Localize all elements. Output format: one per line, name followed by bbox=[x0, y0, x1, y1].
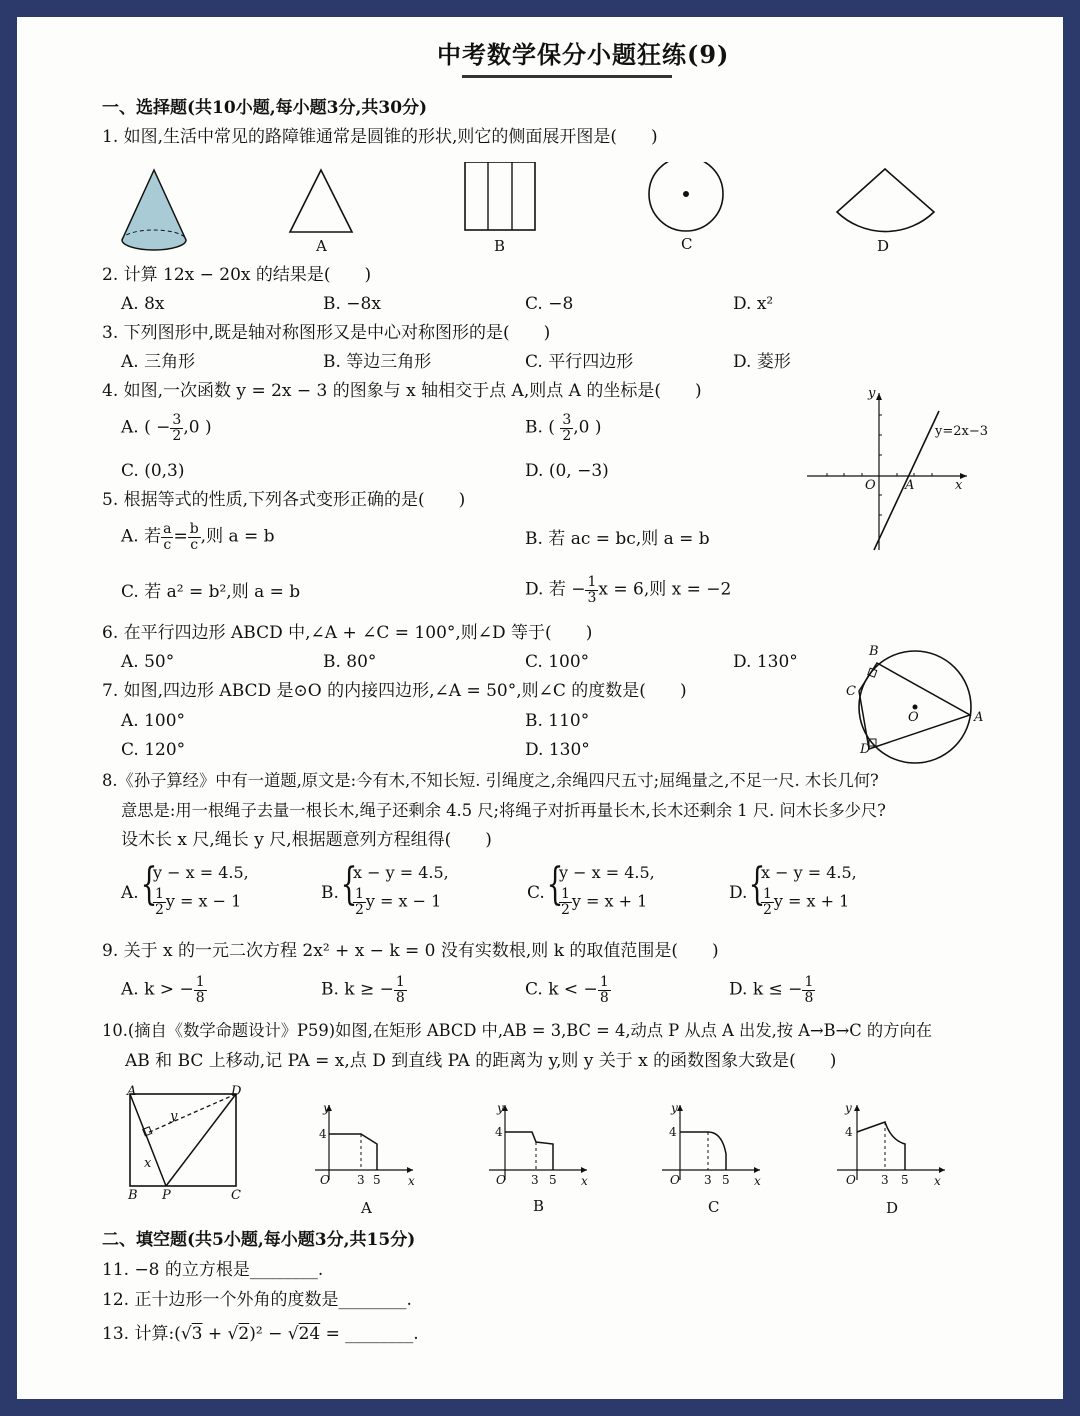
q3-option-b[interactable]: B. 等边三角形 bbox=[323, 352, 432, 372]
q10-gd-y: y bbox=[845, 1101, 852, 1115]
q6-option-d[interactable]: D. 130° bbox=[733, 652, 798, 672]
q1-label-c: C bbox=[681, 235, 693, 253]
q4-option-a[interactable]: A. ( − $\frac{3}{2}$ ,0 ) bbox=[121, 412, 212, 444]
q4-graph bbox=[802, 385, 992, 555]
q6-option-c[interactable]: C. 100° bbox=[525, 652, 590, 672]
q9-option-c[interactable]: C. k < − $\frac{1}{8}$ bbox=[525, 974, 609, 1006]
q3-option-d[interactable]: D. 菱形 bbox=[733, 352, 791, 372]
q10-gc-y: y bbox=[671, 1101, 678, 1115]
question-8-line-2: 意思是:用一根绳子去量一根长木,绳子还剩余 4.5 尺;将绳子对折再量长木,长木还剩余 1 尺. 问木长多少尺? bbox=[121, 801, 886, 820]
q7-option-d[interactable]: D. 130° bbox=[525, 740, 590, 760]
q10-graph-label-d: D bbox=[886, 1199, 899, 1217]
q6-option-a[interactable]: A. 50° bbox=[121, 652, 175, 672]
q4-origin-label: O bbox=[865, 478, 876, 493]
q10-gd-5: 5 bbox=[901, 1173, 909, 1187]
q10-point-p: P bbox=[162, 1188, 171, 1203]
cone-figure bbox=[122, 170, 186, 250]
option-d-sector bbox=[837, 169, 934, 232]
q4-x-axis-label: x bbox=[955, 478, 963, 493]
section-1-heading: 一、选择题(共10小题,每小题3分,共30分) bbox=[102, 98, 428, 118]
q7-point-o: O bbox=[908, 710, 919, 725]
question-10-line-1: 10.(摘自《数学命题设计》P59)如图,在矩形 ABCD 中,AB = 3,BC = 4,动点 P 从点 A 出发,按 A→B→C 的方向在 bbox=[102, 1021, 933, 1040]
q5-option-b[interactable]: B. 若 ac = bc,则 a = b bbox=[525, 529, 710, 549]
q10-gc-3: 3 bbox=[704, 1173, 712, 1187]
q10-gb-y: y bbox=[497, 1101, 504, 1115]
q3-option-c[interactable]: C. 平行四边形 bbox=[525, 352, 634, 372]
title-underline bbox=[462, 75, 672, 78]
question-8-line-1: 8.《孙子算经》中有一道题,原文是:今有木,不知长短. 引绳度之,余绳四尺五寸;屈绳量之,不足一尺. 木长几何? bbox=[102, 771, 879, 790]
q9-option-d[interactable]: D. k ≤ − $\frac{1}{8}$ bbox=[729, 974, 814, 1006]
q2-option-d[interactable]: D. x² bbox=[733, 294, 774, 314]
section-2-heading: 二、填空题(共5小题,每小题3分,共15分) bbox=[102, 1230, 416, 1250]
question-7-stem: 7. 如图,四边形 ABCD 是⊙O 的内接四边形,∠A = 50°,则∠C 的度数是( ) bbox=[102, 681, 687, 701]
q5-option-a[interactable]: A. 若 $\frac{a}{c}$ = $\frac{b}{c}$ ,则 a = b bbox=[121, 521, 275, 553]
q4-option-c[interactable]: C. (0,3) bbox=[121, 461, 185, 481]
q10-gb-3: 3 bbox=[531, 1173, 539, 1187]
question-1-stem: 1. 如图,生活中常见的路障锥通常是圆锥的形状,则它的侧面展开图是( ) bbox=[102, 127, 658, 147]
option-c-circle bbox=[649, 162, 723, 231]
q4-line-label: y=2x−3 bbox=[935, 424, 989, 439]
q10-gb-5: 5 bbox=[549, 1173, 557, 1187]
q9-option-a[interactable]: A. k > − $\frac{1}{8}$ bbox=[121, 974, 205, 1006]
q10-graph-label-b: B bbox=[533, 1197, 545, 1215]
q4-option-d[interactable]: D. (0, −3) bbox=[525, 461, 609, 481]
q10-gb-o: O bbox=[496, 1173, 506, 1187]
question-5-stem: 5. 根据等式的性质,下列各式变形正确的是( ) bbox=[102, 490, 466, 510]
q5-option-d[interactable]: D. 若 − $\frac{1}{3}$ x = 6,则 x = −2 bbox=[525, 574, 732, 606]
q7-option-a[interactable]: A. 100° bbox=[121, 711, 186, 731]
q10-gd-x: x bbox=[934, 1174, 941, 1188]
q2-option-b[interactable]: B. −8x bbox=[323, 294, 381, 314]
q10-label-y: y bbox=[170, 1109, 178, 1124]
q10-point-c: C bbox=[231, 1188, 241, 1203]
question-2-stem: 2. 计算 12x − 20x 的结果是( ) bbox=[102, 265, 372, 285]
question-11[interactable]: 11. −8 的立方根是________. bbox=[102, 1260, 324, 1280]
question-13[interactable]: 13. 计算:(√3 + √2)² − √24 = ________. bbox=[102, 1324, 419, 1344]
q7-point-d: D bbox=[860, 742, 871, 757]
q10-gd-o: O bbox=[846, 1173, 856, 1187]
q10-label-x: x bbox=[144, 1156, 152, 1171]
q10-graph-label-c: C bbox=[708, 1198, 720, 1216]
q10-gc-x: x bbox=[754, 1174, 761, 1188]
q10-gd-4: 4 bbox=[845, 1125, 853, 1139]
exam-paper: 中考数学保分小题狂练(9) 一、选择题(共10小题,每小题3分,共30分) 1. 如图,生活中常见的路障锥通常是圆锥的形状,则它的侧面展开图是( ) A B C D 2. 计算 12x − 20x 的结果是( ) A. 8x B. −8x C. −8 D. x² 3. 下列图形中,既是轴对称图形又是中心对称图形的是( ) A. 三角形 B. 等边三角形 C. 平行四边形 D. 菱形 4. 如图,一次函数 y = 2x − 3 的图象与 x 轴相交于点 A,则点 A 的坐标是( ) A. ( − $\frac{3}{2}$ ,0 ) B. ( $\frac{3}{2}$ ,0 ) C. (0,3) D. (0, −3) y y=2x−3 O A x 5. 根据等式的性质,下列各式变形正确的是( ) A. 若 $\frac{a}{c}$ = $\frac{b}{c}$ ,则 a = b B. 若 ac = bc,则 a = b C. 若 a² = b²,则 a = b D. 若 − $\frac{1}{3}$ x = 6,则 x = −2 6. 在平行四边形 ABCD 中,∠A + ∠C = 100°,则∠D 等于( ) A. 50° B. 80° C. 100° D. 130° 7. 如图,四边形 ABCD 是⊙O 的内接四边形,∠A = 50°,则∠C 的度数是( ) A. 100° B. 110° C. 120° D. 130° B C O A D 8.《孙子算经》中有一道题,原文是:今有木,不知长短. 引绳度之,余绳四尺五寸;屈绳量之,不足一尺. 木长几何? 意思是:用一根绳子去量一根长木,绳子还剩余 4.5 尺;将绳子对折再量长木,长木还剩余 1 尺. 问木长多少尺? 设木长 x 尺,绳长 y 尺,根据题意列方程组得( ) A. { y − x = 4.5, $\frac{1}{2}$ y = x − 1 B. { x − y = 4.5, $\frac{1}{2}$ y = x − 1 C. { y − x = 4.5, $\frac{1}{2}$ y = x + 1 D. { x − y = 4.5, $\frac{1}{2}$ y = x + 1 9. 关于 x 的一元二次方程 2x² + x − k = 0 没有实数根,则 k 的取值范围是( ) A. k > − $\frac{1}{8}$ B. k ≥ − $\frac{1}{8}$ C. k < − $\frac{1}{8}$ D. k ≤ − $\frac{1}{8}$ 10.(摘自《数学命题设计》P59)如图,在矩形 ABCD 中,AB = 3,BC = 4,动点 P 从点 A 出发,按 A→B→C 的方向在 AB 和 BC 上移动,记 PA = x,点 D 到直线 PA 的距离为 y,则 y 关于 x 的函数图象大致是( ) A D y x B P C y 4 O 3 5 x y 4 O 3 5 x y 4 O 3 5 x y 4 O 3 5 x A B C D 二、填空题(共5小题,每小题3分,共15分) 11. −8 的立方根是________. 12. 正十边形一个外角的度数是________. 13. 计算:(√3 + √2)² − √24 = ________. bbox=[17, 17, 1063, 1399]
q10-graph-label-a: A bbox=[361, 1199, 372, 1217]
q1-label-b: B bbox=[494, 237, 506, 255]
q10-gc-5: 5 bbox=[722, 1173, 730, 1187]
q10-ga-3: 3 bbox=[357, 1173, 365, 1187]
q10-gd-3: 3 bbox=[881, 1173, 889, 1187]
page-title: 中考数学保分小题狂练(9) bbox=[437, 40, 730, 69]
q7-option-b[interactable]: B. 110° bbox=[525, 711, 590, 731]
q7-point-b: B bbox=[869, 644, 879, 659]
q10-point-a: A bbox=[127, 1084, 137, 1099]
question-8-line-3: 设木长 x 尺,绳长 y 尺,根据题意列方程组得( ) bbox=[121, 830, 492, 850]
q7-point-a: A bbox=[974, 710, 984, 725]
question-6-stem: 6. 在平行四边形 ABCD 中,∠A + ∠C = 100°,则∠D 等于( ) bbox=[102, 623, 593, 643]
q10-gc-o: O bbox=[670, 1173, 680, 1187]
q10-ga-4: 4 bbox=[319, 1127, 327, 1141]
q10-gb-x: x bbox=[581, 1174, 588, 1188]
question-12[interactable]: 12. 正十边形一个外角的度数是________. bbox=[102, 1290, 412, 1310]
q3-option-a[interactable]: A. 三角形 bbox=[121, 352, 196, 372]
q10-ga-x: x bbox=[408, 1174, 415, 1188]
question-3-stem: 3. 下列图形中,既是轴对称图形又是中心对称图形的是( ) bbox=[102, 323, 551, 343]
q2-option-a[interactable]: A. 8x bbox=[121, 294, 165, 314]
question-10-line-2: AB 和 BC 上移动,记 PA = x,点 D 到直线 PA 的距离为 y,则 y 关于 x 的函数图象大致是( ) bbox=[125, 1051, 837, 1071]
q10-gc-4: 4 bbox=[669, 1125, 677, 1139]
q4-y-axis-label: y bbox=[868, 386, 876, 401]
q10-ga-y: y bbox=[323, 1101, 330, 1115]
question-4-stem: 4. 如图,一次函数 y = 2x − 3 的图象与 x 轴相交于点 A,则点 A 的坐标是( ) bbox=[102, 381, 702, 401]
question-9-stem: 9. 关于 x 的一元二次方程 2x² + x − k = 0 没有实数根,则 k 的取值范围是( ) bbox=[102, 941, 719, 961]
q10-point-d: D bbox=[231, 1084, 242, 1099]
q10-point-b: B bbox=[128, 1188, 138, 1203]
q10-gb-4: 4 bbox=[495, 1125, 503, 1139]
q5-option-c[interactable]: C. 若 a² = b²,则 a = b bbox=[121, 582, 301, 602]
q10-ga-5: 5 bbox=[373, 1173, 381, 1187]
q9-option-b[interactable]: B. k ≥ − $\frac{1}{8}$ bbox=[321, 974, 405, 1006]
option-b-rectangle bbox=[465, 162, 535, 230]
q4-option-b[interactable]: B. ( $\frac{3}{2}$ ,0 ) bbox=[525, 412, 602, 444]
q4-point-a-label: A bbox=[905, 478, 915, 493]
q7-option-c[interactable]: C. 120° bbox=[121, 740, 186, 760]
q7-point-c: C bbox=[846, 684, 856, 699]
q1-label-d: D bbox=[877, 237, 890, 255]
q10-ga-o: O bbox=[320, 1173, 330, 1187]
q6-option-b[interactable]: B. 80° bbox=[323, 652, 377, 672]
option-a-triangle bbox=[290, 170, 352, 232]
q1-label-a: A bbox=[316, 237, 327, 255]
q2-option-c[interactable]: C. −8 bbox=[525, 294, 574, 314]
